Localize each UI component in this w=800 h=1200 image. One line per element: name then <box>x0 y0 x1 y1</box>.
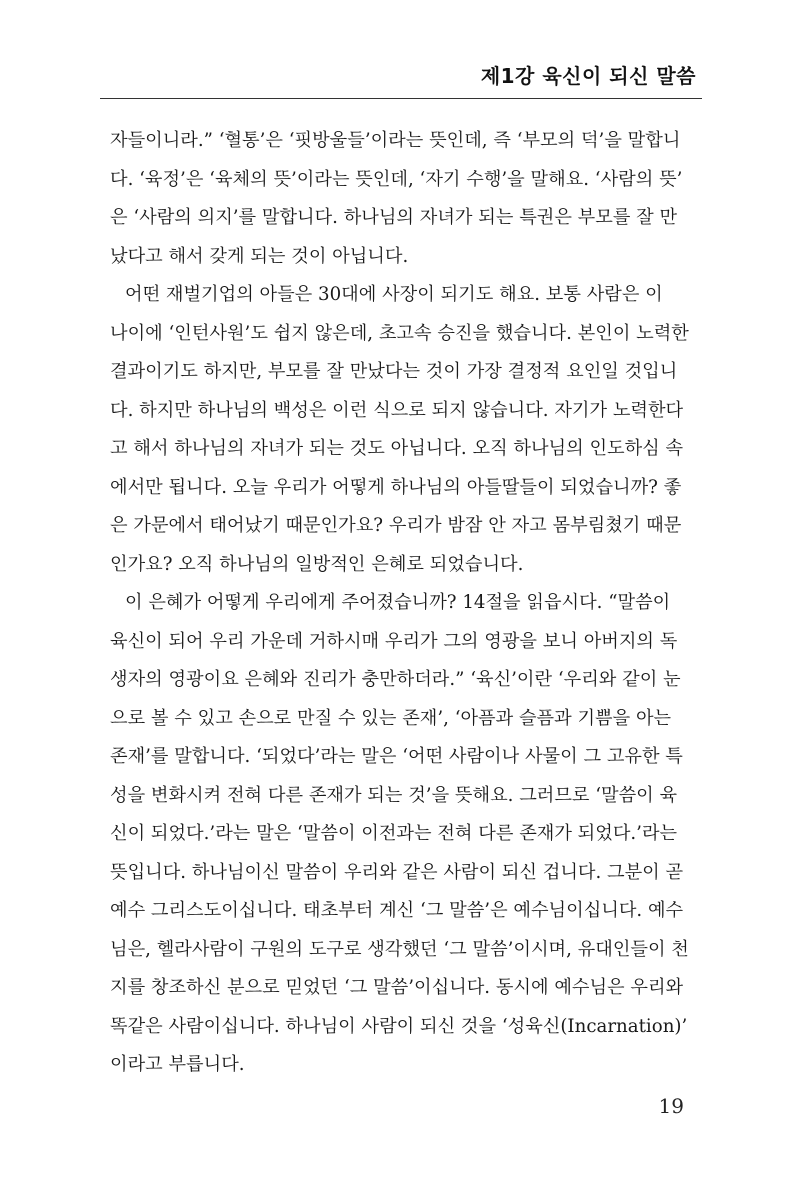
text-line: 나이에 ‘인턴사원’도 쉽지 않은데, 초고속 승진을 했습니다. 본인이 노력한 <box>110 322 689 344</box>
paragraph-1 <box>110 122 690 276</box>
text-line: 인가요? 오직 하나님의 일방적인 은혜로 되었습니다. <box>110 553 524 575</box>
text-line: 생자의 영광이요 은혜와 진리가 충만하더라.” ‘육신’이란 ‘우리와 같이 눈 <box>110 669 681 690</box>
text-line: 고 해서 하나님의 자녀가 되는 것도 아닙니다. 오직 하나님의 인도하심 속 <box>110 438 684 459</box>
text-line: 어떤 재벌기업의 아들은 30대에 사장이 되기도 해요. 보통 사람은 이 <box>125 284 663 305</box>
text-line: 이라고 부릅니다. <box>110 1054 245 1075</box>
header-rule <box>100 98 702 99</box>
text-line: 존재’를 말합니다. ‘되었다’라는 말은 ‘어떤 사람이나 사물이 그 고유한 특 <box>110 746 683 767</box>
text-line: 이 은혜가 어떻게 우리에게 주어졌습니까? 14절을 읽읍시다. “말씀이 <box>125 592 671 613</box>
text-line: 다. ‘육정’은 ‘육체의 뜻’이라는 뜻인데, ‘자기 수행’을 말해요. ‘사람의 뜻’ <box>110 168 683 190</box>
paragraph-3 <box>110 584 690 1085</box>
text-line: 예수 그리스도이십니다. 태초부터 계신 ‘그 말씀’은 예수님이십니다. 예수 <box>110 900 684 921</box>
text-line: 은 가문에서 태어났기 때문인가요? 우리가 밤잠 안 자고 몸부림쳤기 때문 <box>110 515 682 536</box>
text-line: 성을 변화시켜 전혀 다른 존재가 되는 것’을 뜻해요. 그러므로 ‘말씀이 육 <box>110 784 678 806</box>
text-line: 똑같은 사람이십니다. 하나님이 사람이 되신 것을 ‘성육신(Incarnation)’ <box>110 1015 688 1037</box>
paragraph-2 <box>110 276 690 584</box>
text-line: 지를 창조하신 분으로 믿었던 ‘그 말씀’이십니다. 동시에 예수님은 우리와 <box>110 977 684 998</box>
text-line: 신이 되었다.’라는 말은 ‘말씀이 이전과는 전혀 다른 존재가 되었다.’라는 <box>110 823 678 844</box>
text-line: 났다고 해서 갖게 되는 것이 아닙니다. <box>110 245 409 267</box>
page-number: 19 <box>658 1094 684 1118</box>
text-line: 은 ‘사람의 의지’를 말합니다. 하나님의 자녀가 되는 특권은 부모를 잘 만 <box>110 207 678 228</box>
text-line: 다. 하지만 하나님의 백성은 이런 식으로 되지 않습니다. 자기가 노력한다 <box>110 399 684 421</box>
running-head: 제1강 육신이 되신 말씀 <box>480 64 696 88</box>
text-line: 에서만 됩니다. 오늘 우리가 어떻게 하나님의 아들딸들이 되었습니까? 좋 <box>110 476 682 498</box>
text-line: 뜻입니다. 하나님이신 말씀이 우리와 같은 사람이 되신 겁니다. 그분이 곧 <box>110 861 684 883</box>
text-line: 으로 볼 수 있고 손으로 만질 수 있는 존재’, ‘아픔과 슬픔과 기쁨을 아는 <box>110 707 672 729</box>
body-text <box>110 122 690 1085</box>
text-line: 님은, 헬라사람이 구원의 도구로 생각했던 ‘그 말씀’이시며, 유대인들이 천 <box>110 938 689 960</box>
text-line: 자들이니라.” ‘혈통’은 ‘핏방울들’이라는 뜻인데, 즉 ‘부모의 덕’을 말합니 <box>110 130 681 151</box>
text-line: 결과이기도 하지만, 부모를 잘 만났다는 것이 가장 결정적 요인일 것입니 <box>110 361 678 382</box>
text-line: 육신이 되어 우리 가운데 거하시매 우리가 그의 영광을 보니 아버지의 독 <box>110 630 678 652</box>
